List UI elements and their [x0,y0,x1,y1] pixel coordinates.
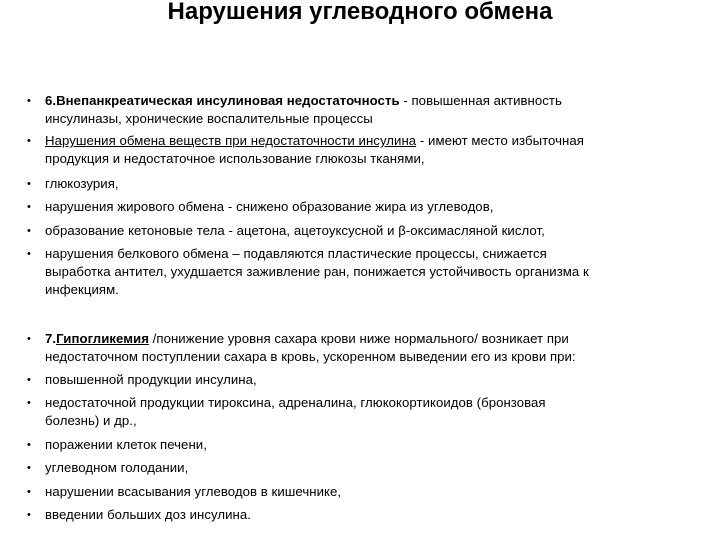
bullet-icon: • [27,397,31,409]
bullet-icon: • [27,135,31,147]
item-text-rest: - имеют место избыточная [416,133,584,148]
item-heading: 6.Внепанкреатическая инсулиновая недостаточность [45,93,400,108]
bullet-icon: • [27,248,31,260]
item-text-line: недостаточной продукции тироксина, адреналина, глюкокортикоидов (бронзовая [45,395,546,410]
list-item-text: образование кетоновые тела - ацетона, ацетоуксусной и β-оксимасляной кислот, [45,223,545,238]
item-text-line: выработка антител, ухудшается заживление ран, понижается устойчивость организма к [45,264,589,279]
list-item-text: нарушении всасывания углеводов в кишечнике, [45,484,342,499]
item-text-line: инсулиназы, хронические воспалительные процессы [45,111,373,126]
item-text-line: инфекциям. [45,282,119,297]
list-item-text [45,394,717,430]
item-underlined-text: Нарушения обмена веществ при недостаточности инсулина [45,133,417,148]
page-title: Нарушения углеводного обмена [167,0,553,25]
bullet-icon: • [27,333,31,345]
bullet-icon: • [27,439,31,451]
list-item-text [45,245,717,299]
list-item-text: поражении клеток печени, [45,437,207,452]
bullet-icon: • [27,509,31,521]
item-text-line: болезнь) и др., [45,413,137,428]
list-item-text: введении больших доз инсулина. [45,507,251,522]
item-heading: Гипогликемия [56,331,149,346]
list-item-text: нарушения жирового обмена - снижено образование жира из углеводов, [45,199,494,214]
list-item-text: глюкозурия, [45,176,119,191]
bullet-icon: • [27,374,31,386]
bullet-icon: • [27,178,31,190]
item-text-line: продукция и недостаточное использование глюкозы тканями, [45,151,425,166]
item-text-line: нарушения белкового обмена – подавляются пластические процессы, снижается [45,246,547,261]
bullet-icon: • [27,95,31,107]
item-text-rest: - повышенная активность [399,93,562,108]
item-text-line: недостаточном поступлении сахара в кровь, ускоренном выведении его из крови при: [45,349,576,364]
bullet-icon: • [27,201,31,213]
item-text-rest: /понижение уровня сахара крови ниже нормального/ возникает при [148,331,569,346]
bullet-icon: • [27,225,31,237]
item-number: 7. [45,331,57,346]
list-item-text: углеводном голодании, [45,460,189,475]
bullet-icon: • [27,486,31,498]
list-item-text [45,132,717,168]
list-item-text [45,330,717,366]
list-item-text [45,92,717,128]
bullet-icon: • [27,462,31,474]
list-item-text: повышенной продукции инсулина, [45,372,257,387]
